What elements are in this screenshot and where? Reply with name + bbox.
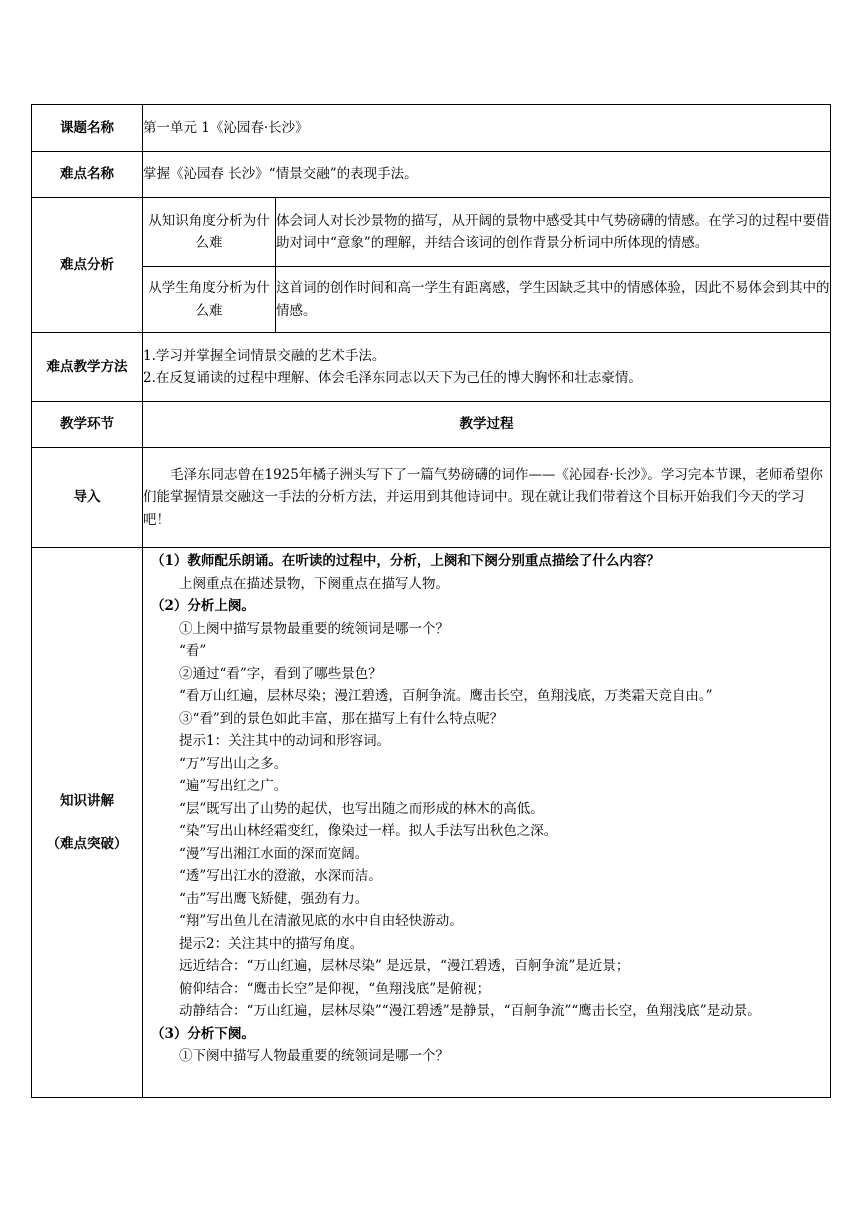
- knowledge-row: [32, 548, 831, 1098]
- intro-row: [32, 448, 831, 548]
- difficulty-name-label: 难点名称: [32, 152, 143, 198]
- teaching-method-item: 1.学习并掌握全词情景交融的艺术手法。: [143, 347, 386, 364]
- knowledge-angle-label: 从知识角度分析为什么难: [143, 198, 276, 267]
- knowledge-line: 俯仰结合：“鹰击长空”是仰视，“鱼翔浅底”是俯视；: [179, 980, 491, 997]
- knowledge-line: “层”既写出了山势的起伏，也写出随之而形成的林木的高低。: [179, 800, 544, 817]
- knowledge-line: ①下阕中描写人物最重要的统领词是哪一个？: [179, 1048, 449, 1064]
- difficulty-analysis-row-knowledge: [32, 198, 831, 267]
- knowledge-sublabel: （难点突破）: [46, 835, 128, 852]
- knowledge-line: ①上阕中描写景物最重要的统领词是哪一个？: [179, 620, 449, 637]
- student-angle-text: 这首词的创作时间和高一学生有距离感，学生因缺乏其中的情感体验，因此不易体会到其中的情感。: [276, 267, 831, 333]
- teaching-method-row: [32, 333, 831, 402]
- knowledge-line: “看万山红遍，层林尽染；漫江碧透，百舸争流。鹰击长空，鱼翔浅底，万类霜天竞自由。”: [179, 688, 713, 704]
- knowledge-line: 动静结合：“万山红遍，层林尽染”“漫江碧透”是静景，“百舸争流”“鹰击长空，鱼翔浅底”是动景。: [179, 1003, 761, 1019]
- difficulty-analysis-label: 难点分析: [32, 198, 143, 333]
- intro-cell: [143, 448, 831, 548]
- lesson-plan-table: [31, 104, 831, 1098]
- knowledge-line: “漫”写出湘江水面的深而宽阔。: [179, 845, 369, 862]
- knowledge-line: “翔”写出鱼儿在清澈见底的水中自由轻快游动。: [179, 913, 463, 929]
- knowledge-line: 远近结合：“万山红遍，层林尽染” 是远景，“漫江碧透，百舸争流”是近景；: [179, 958, 630, 974]
- knowledge-line: “看”: [179, 643, 207, 659]
- knowledge-line: 提示1：关注其中的动词和形容词。: [179, 733, 391, 749]
- knowledge-line: （3）分析下阕。: [151, 1025, 255, 1042]
- difficulty-analysis-row-student: [32, 267, 831, 333]
- teaching-step-label: 教学环节: [32, 402, 143, 448]
- difficulty-name-row: [32, 152, 831, 198]
- knowledge-line-wrap: [151, 1000, 824, 1023]
- knowledge-line: 上阕重点在描述景物，下阕重点在描写人物。: [179, 575, 449, 592]
- knowledge-line: “透”写出江水的澄澈，水深而洁。: [179, 868, 382, 884]
- knowledge-line: 提示2：关注其中的描写角度。: [179, 935, 364, 952]
- knowledge-angle-text: 体会词人对长沙景物的描写，从开阔的景物中感受其中气势磅礴的情感。在学习的过程中要借助对词中“意象”的理解，并结合该词的创作背景分析词中所体现的情感。: [276, 198, 831, 267]
- knowledge-line: “击”写出鹰飞矫健，强劲有力。: [179, 890, 369, 907]
- intro-label: 导入: [32, 448, 143, 548]
- teaching-step-header-row: [32, 402, 831, 448]
- knowledge-line: “遍”写出红之广。: [179, 778, 288, 794]
- knowledge-label: 知识讲解: [60, 793, 114, 809]
- course-title-label: 课题名称: [32, 105, 143, 152]
- intro-text: 毛泽东同志曾在1925年橘子洲头写下了一篇气势磅礴的词作——《沁园春·长沙》。学习完本节课，老师希望你们能掌握情景交融这一手法的分析方法，并运用到其他诗词中。现在就让我们带着这个目标开始我们今天的学习吧！: [143, 466, 823, 528]
- knowledge-line: ③“看”到的景色如此丰富，那在描写上有什么特点呢？: [179, 710, 504, 727]
- lesson-plan-sheet: [31, 104, 830, 1098]
- difficulty-name-value: 掌握《沁园春 长沙》“情景交融”的表现手法。: [143, 152, 831, 198]
- teaching-process-heading: 教学过程: [143, 402, 831, 448]
- knowledge-label-cell: [32, 548, 143, 1098]
- knowledge-line: （2）分析上阕。: [151, 598, 255, 614]
- knowledge-line: “万”写出山之多。: [179, 755, 288, 772]
- knowledge-content: [143, 548, 831, 1098]
- student-angle-label: 从学生角度分析为什么难: [143, 267, 276, 333]
- teaching-method-item: 2.在反复诵读的过程中理解、体会毛泽东同志以天下为己任的博大胸怀和壮志豪情。: [143, 370, 642, 386]
- knowledge-line: （1）教师配乐朗诵。在听读的过程中，分析，上阕和下阕分别重点描绘了什么内容？: [151, 553, 660, 569]
- course-title-row: [32, 105, 831, 152]
- course-title-value: 第一单元 1《沁园春·长沙》: [143, 105, 831, 152]
- knowledge-line: ②通过“看”字，看到了哪些景色？: [179, 665, 382, 682]
- teaching-method-content: [143, 333, 831, 402]
- teaching-method-label: 难点教学方法: [32, 333, 143, 402]
- knowledge-line: “染”写出山林经霜变红，像染过一样。拟人手法写出秋色之深。: [179, 823, 558, 839]
